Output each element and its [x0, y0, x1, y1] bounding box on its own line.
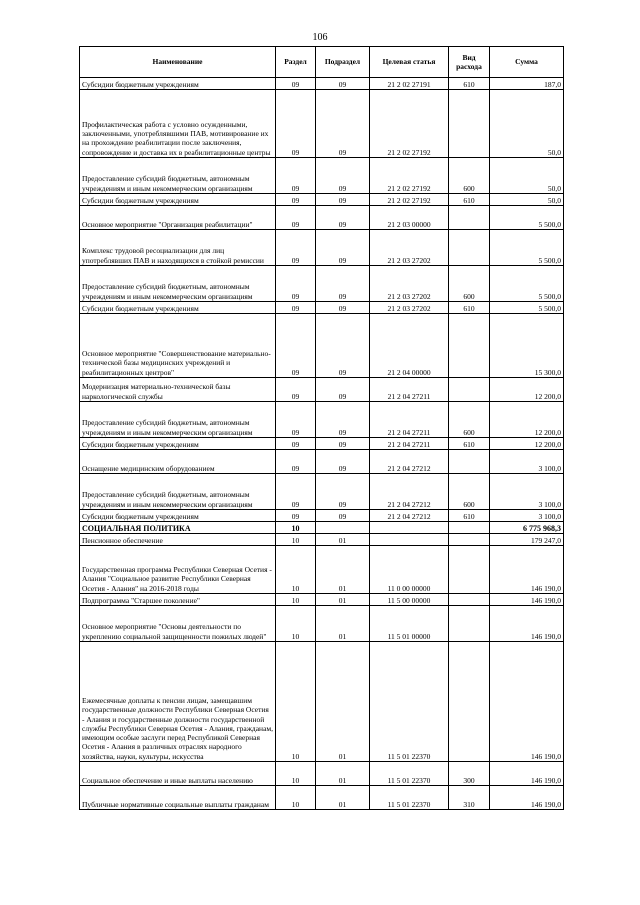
row-target: 21 2 02 27192 [370, 90, 449, 158]
table-row [80, 450, 564, 474]
row-type: 300 [449, 762, 490, 786]
row-subsection: 09 [316, 194, 370, 206]
row-target: 21 2 04 27211 [370, 402, 449, 438]
row-section: 10 [276, 762, 316, 786]
row-sum: 146 190,0 [490, 594, 564, 606]
table-row [80, 474, 564, 510]
row-section: 09 [276, 206, 316, 230]
row-sum: 12 200,0 [490, 378, 564, 402]
row-type [449, 606, 490, 642]
row-section: 10 [276, 594, 316, 606]
row-type: 610 [449, 302, 490, 314]
row-type [449, 546, 490, 594]
row-section: 10 [276, 786, 316, 810]
table-row [80, 642, 564, 762]
row-sum: 146 190,0 [490, 606, 564, 642]
row-name: Комплекс трудовой ресоциализации для лиц употреблявших ПАВ и находящихся в стойкой ремиссии [80, 230, 276, 266]
row-type [449, 642, 490, 762]
table-row [80, 402, 564, 438]
table-row [80, 546, 564, 594]
row-sum: 146 190,0 [490, 642, 564, 762]
row-subsection: 01 [316, 534, 370, 546]
row-name: Основное мероприятие "Организация реабилитации" [80, 206, 276, 230]
table-row [80, 158, 564, 194]
row-name: Модернизация материально-технической базы наркологической службы [80, 378, 276, 402]
row-sum: 146 190,0 [490, 546, 564, 594]
row-sum: 50,0 [490, 90, 564, 158]
row-section: 10 [276, 606, 316, 642]
row-target: 11 5 01 00000 [370, 606, 449, 642]
row-type: 610 [449, 194, 490, 206]
row-type: 600 [449, 266, 490, 302]
row-subsection: 09 [316, 438, 370, 450]
row-section: 09 [276, 78, 316, 90]
row-target: 21 2 04 27212 [370, 474, 449, 510]
row-sum: 12 200,0 [490, 402, 564, 438]
row-type [449, 90, 490, 158]
row-sum: 6 775 968,3 [490, 522, 564, 534]
row-type [449, 230, 490, 266]
row-type [449, 450, 490, 474]
header-target: Целевая статья [370, 47, 449, 78]
header-sum: Сумма [490, 47, 564, 78]
page-number: 106 [312, 32, 328, 43]
row-target: 21 2 04 00000 [370, 314, 449, 378]
row-section: 09 [276, 474, 316, 510]
row-target [370, 522, 449, 534]
row-subsection: 09 [316, 474, 370, 510]
row-target: 21 2 02 27192 [370, 194, 449, 206]
row-sum: 5 500,0 [490, 230, 564, 266]
row-subsection: 09 [316, 206, 370, 230]
row-type: 600 [449, 158, 490, 194]
row-name: Основное мероприятие "Совершенствование материально-технической базы медицинских учреждений и реабилитационных центров" [80, 314, 276, 378]
row-subsection: 09 [316, 314, 370, 378]
row-subsection: 09 [316, 378, 370, 402]
row-name: Публичные нормативные социальные выплаты гражданам [80, 786, 276, 810]
row-target: 11 5 00 00000 [370, 594, 449, 606]
row-name: Государственная программа Республики Северная Осетия - Алания "Социальное развитие Республики Северная Осетия - Алания" на 2016-2018 годы [80, 546, 276, 594]
row-name: Пенсионное обеспечение [80, 534, 276, 546]
row-name: Оснащение медицинским оборудованием [80, 450, 276, 474]
table-row [80, 314, 564, 378]
row-subsection: 09 [316, 302, 370, 314]
row-sum: 50,0 [490, 158, 564, 194]
row-name: Ежемесячные доплаты к пенсии лицам, замещавшим государственные должности Республики Северная Осетия - Алания и государственные должности государственной службы Республики Северная Осетия - Алания, гражданам, имеющим особые заслуги перед Республикой Северная Осетия - Алания в различных отраслях народного хозяйства, науки, культуры, искусства [80, 642, 276, 762]
row-name: Субсидии бюджетным учреждениям [80, 510, 276, 522]
row-subsection [316, 522, 370, 534]
row-target: 21 2 02 27192 [370, 158, 449, 194]
row-section: 09 [276, 510, 316, 522]
table-row [80, 438, 564, 450]
row-sum: 5 500,0 [490, 266, 564, 302]
row-section: 09 [276, 230, 316, 266]
row-type: 610 [449, 510, 490, 522]
table-row [80, 534, 564, 546]
row-section: 09 [276, 158, 316, 194]
row-type [449, 206, 490, 230]
row-sum: 15 300,0 [490, 314, 564, 378]
row-name: Субсидии бюджетным учреждениям [80, 78, 276, 90]
row-type [449, 314, 490, 378]
row-section: 09 [276, 378, 316, 402]
row-section: 09 [276, 450, 316, 474]
table-row [80, 510, 564, 522]
row-subsection: 01 [316, 762, 370, 786]
row-section: 09 [276, 314, 316, 378]
header-name: Наименование [80, 47, 276, 78]
row-section: 09 [276, 194, 316, 206]
row-name: Основное мероприятие "Основы деятельности по укреплению социальной защищенности пожилых людей" [80, 606, 276, 642]
row-target: 11 0 00 00000 [370, 546, 449, 594]
row-subsection: 09 [316, 450, 370, 474]
row-section: 10 [276, 642, 316, 762]
row-target: 21 2 03 27202 [370, 302, 449, 314]
budget-table [79, 46, 564, 810]
header-subsection: Подраздел [316, 47, 370, 78]
table-row [80, 206, 564, 230]
row-subsection: 09 [316, 78, 370, 90]
row-sum: 5 500,0 [490, 302, 564, 314]
row-name: Предоставление субсидий бюджетным, автономным учреждениям и иным некоммерческим организациям [80, 402, 276, 438]
row-subsection: 09 [316, 402, 370, 438]
table-row [80, 378, 564, 402]
table-row [80, 762, 564, 786]
header-type: Вид расхода [449, 47, 490, 78]
row-section: 10 [276, 522, 316, 534]
row-sum: 187,0 [490, 78, 564, 90]
row-section: 09 [276, 266, 316, 302]
row-subsection: 01 [316, 546, 370, 594]
row-subsection: 09 [316, 230, 370, 266]
table-row [80, 230, 564, 266]
row-section: 09 [276, 438, 316, 450]
table-row [80, 194, 564, 206]
table-row [80, 606, 564, 642]
row-sum: 3 100,0 [490, 474, 564, 510]
row-type: 310 [449, 786, 490, 810]
row-sum: 50,0 [490, 194, 564, 206]
row-name: Подпрограмма "Старшее поколение" [80, 594, 276, 606]
row-target: 21 2 04 27212 [370, 450, 449, 474]
row-name: Предоставление субсидий бюджетным, автономным учреждениям и иным некоммерческим организациям [80, 474, 276, 510]
row-target: 11 5 01 22370 [370, 786, 449, 810]
header-section: Раздел [276, 47, 316, 78]
row-sum: 3 100,0 [490, 450, 564, 474]
row-subsection: 01 [316, 786, 370, 810]
row-target: 11 5 01 22370 [370, 642, 449, 762]
row-subsection: 09 [316, 510, 370, 522]
row-type [449, 534, 490, 546]
table-header [80, 47, 564, 78]
row-subsection: 01 [316, 594, 370, 606]
row-type [449, 594, 490, 606]
row-subsection: 01 [316, 606, 370, 642]
table-row [80, 266, 564, 302]
row-type: 610 [449, 78, 490, 90]
table-row [80, 786, 564, 810]
row-name: Предоставление субсидий бюджетным, автономным учреждениям и иным некоммерческим организациям [80, 158, 276, 194]
row-target [370, 534, 449, 546]
row-section: 09 [276, 402, 316, 438]
row-section: 09 [276, 302, 316, 314]
row-type: 600 [449, 474, 490, 510]
row-name: СОЦИАЛЬНАЯ ПОЛИТИКА [80, 522, 276, 534]
row-type: 610 [449, 438, 490, 450]
row-section: 10 [276, 534, 316, 546]
row-section: 10 [276, 546, 316, 594]
row-target: 21 2 03 27202 [370, 230, 449, 266]
row-target: 21 2 04 27211 [370, 378, 449, 402]
row-type [449, 378, 490, 402]
table-row [80, 78, 564, 90]
row-subsection: 09 [316, 266, 370, 302]
row-target: 21 2 03 27202 [370, 266, 449, 302]
row-sum: 12 200,0 [490, 438, 564, 450]
row-sum: 179 247,0 [490, 534, 564, 546]
row-subsection: 09 [316, 90, 370, 158]
row-name: Предоставление субсидий бюджетным, автономным учреждениям и иным некоммерческим организациям [80, 266, 276, 302]
row-name: Субсидии бюджетным учреждениям [80, 194, 276, 206]
row-target: 21 2 03 00000 [370, 206, 449, 230]
row-subsection: 01 [316, 642, 370, 762]
row-sum: 5 500,0 [490, 206, 564, 230]
row-subsection: 09 [316, 158, 370, 194]
row-target: 21 2 02 27191 [370, 78, 449, 90]
row-sum: 146 190,0 [490, 762, 564, 786]
row-target: 21 2 04 27212 [370, 510, 449, 522]
row-section: 09 [276, 90, 316, 158]
table-row [80, 522, 564, 534]
row-sum: 146 190,0 [490, 786, 564, 810]
row-target: 11 5 01 22370 [370, 762, 449, 786]
row-name: Социальное обеспечение и иные выплаты населению [80, 762, 276, 786]
row-type [449, 522, 490, 534]
row-name: Субсидии бюджетным учреждениям [80, 438, 276, 450]
table-row [80, 594, 564, 606]
row-name: Профилактическая работа с условно осужденными, заключенными, употреблявшими ПАВ, мотивирование их на прохождение реабилитации после заключения, сопровождение и доставка их в реабилитационные центры [80, 90, 276, 158]
row-target: 21 2 04 27211 [370, 438, 449, 450]
row-type: 600 [449, 402, 490, 438]
row-sum: 3 100,0 [490, 510, 564, 522]
table-row [80, 90, 564, 158]
table-row [80, 302, 564, 314]
row-name: Субсидии бюджетным учреждениям [80, 302, 276, 314]
